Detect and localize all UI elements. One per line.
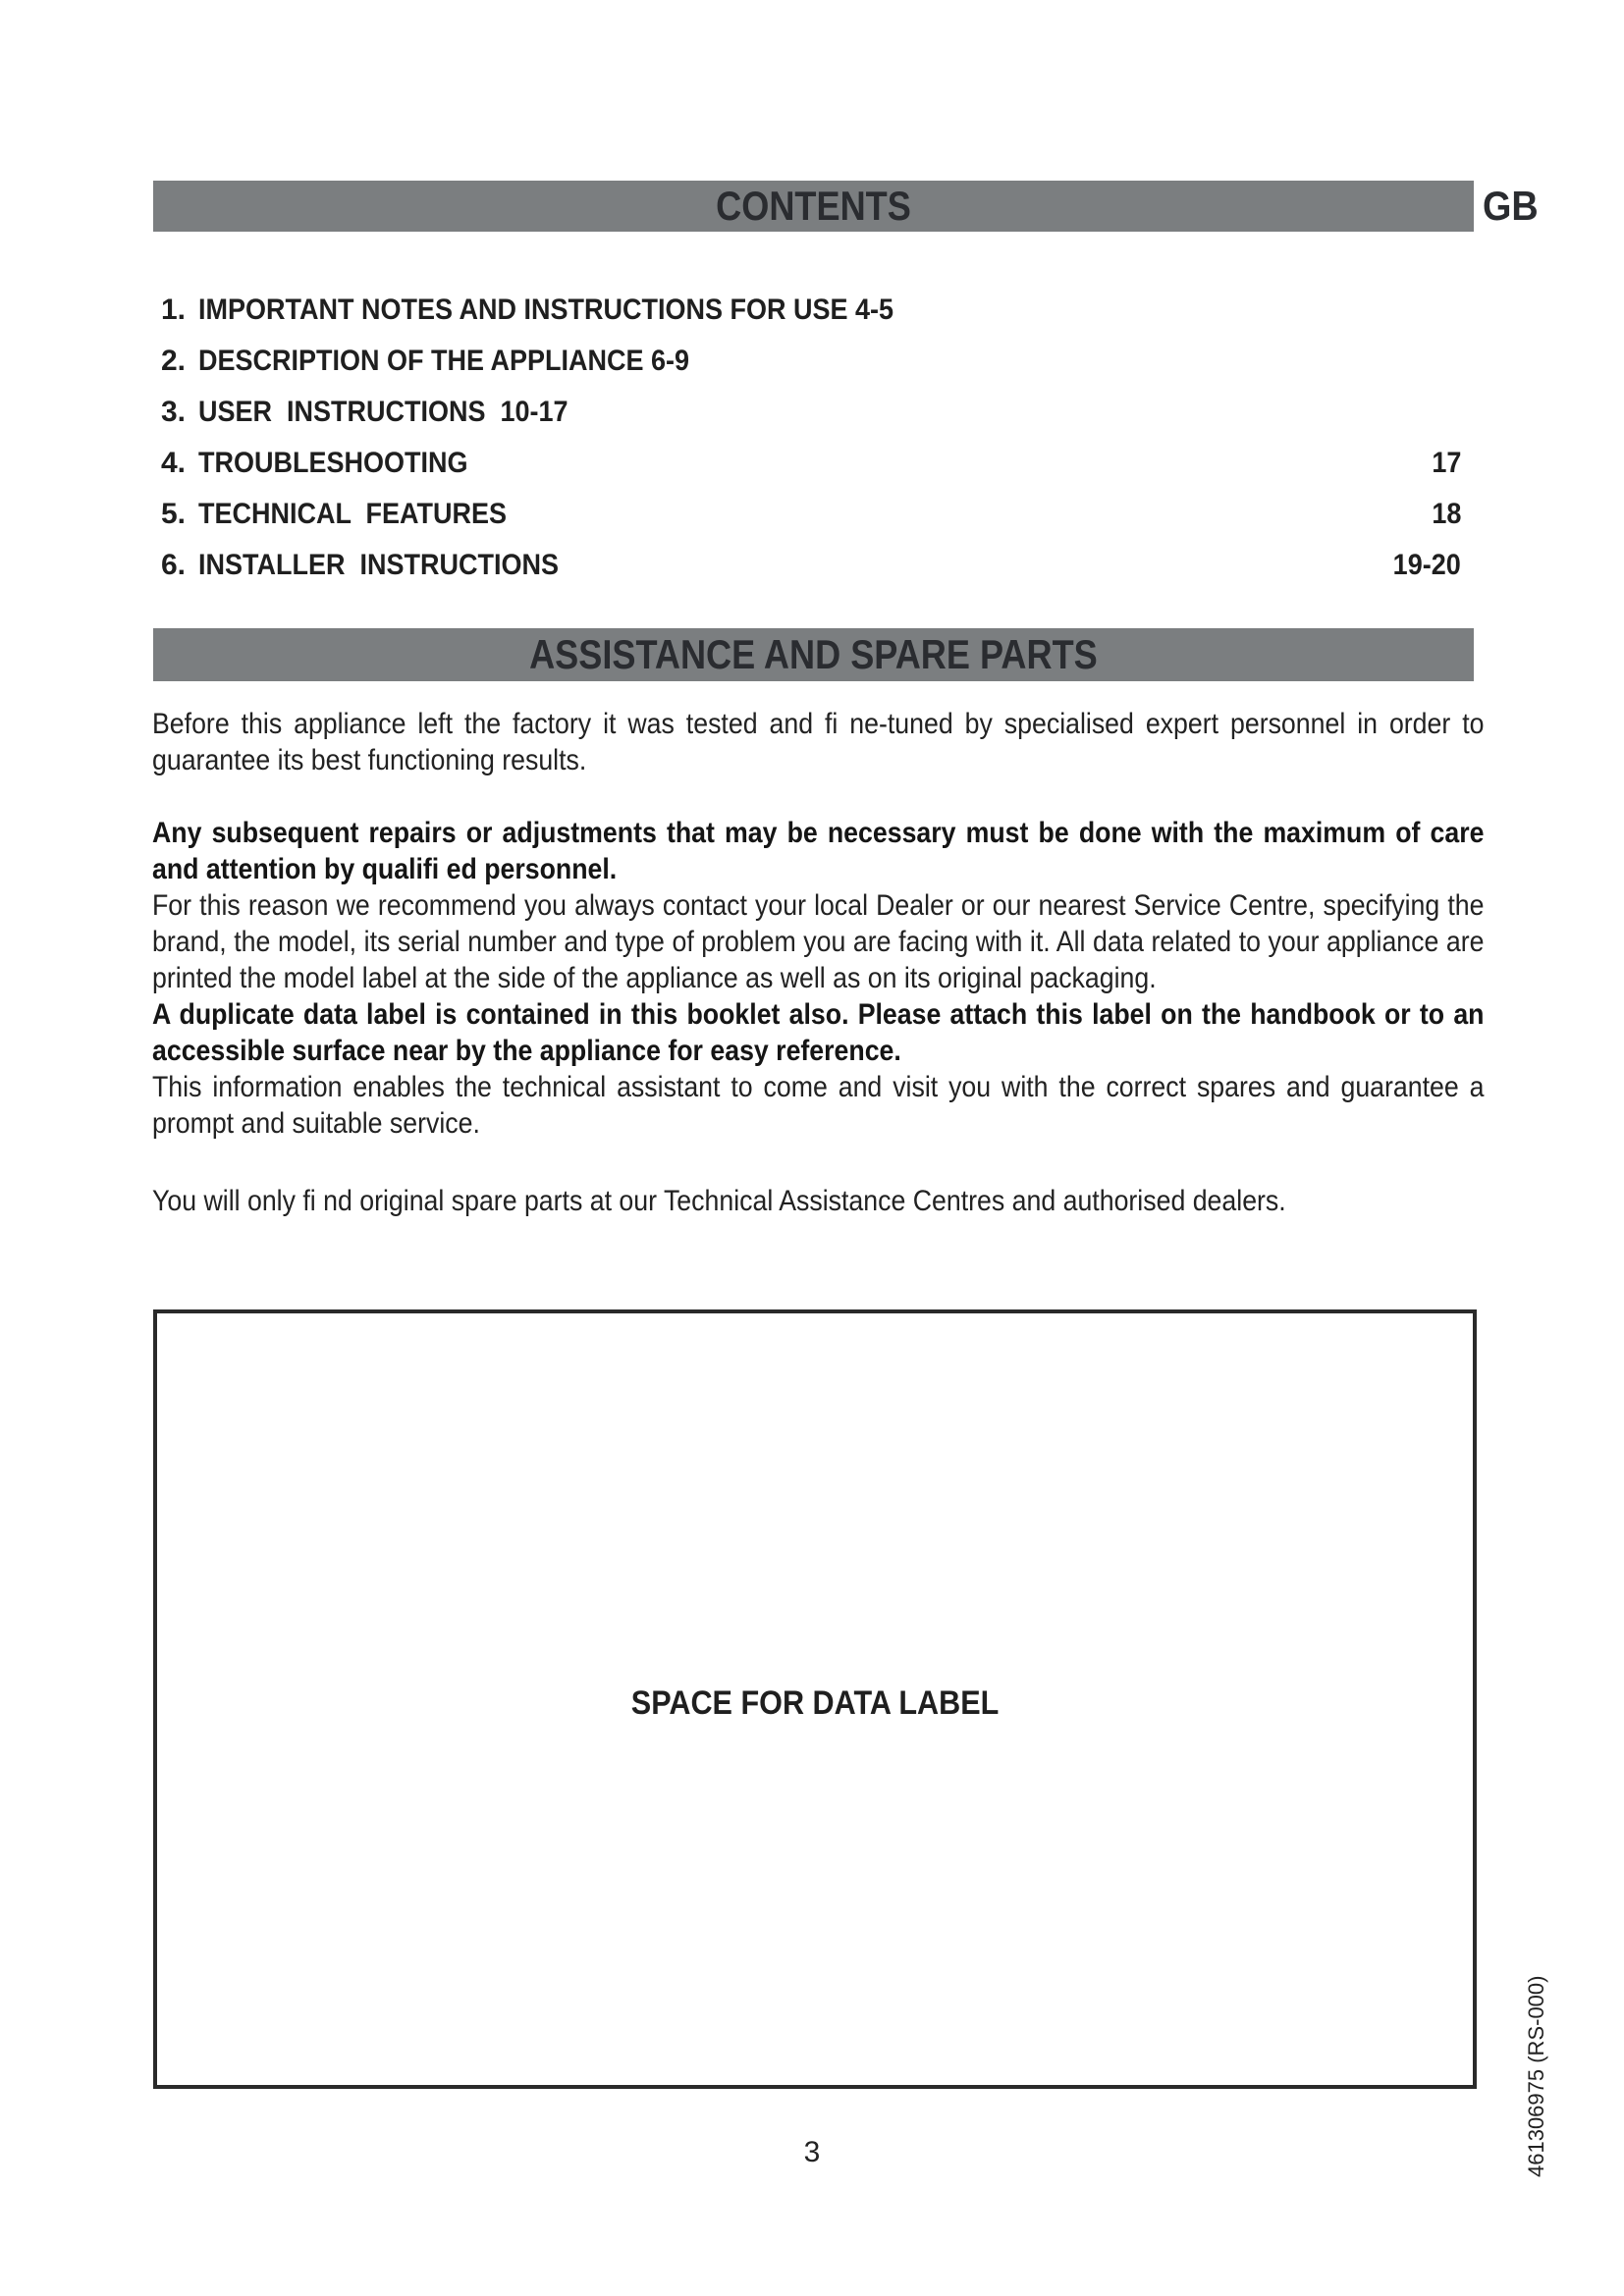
document-code: 461306975 (RS-000) <box>1524 1975 1548 2177</box>
original-parts-paragraph: You will only fi nd original spare parts at our Technical Assistance Centres and authorised dealers. <box>152 1185 1286 1217</box>
toc-item-title: DESCRIPTION OF THE APPLIANCE 6-9 <box>198 345 690 377</box>
toc-item-title: IMPORTANT NOTES AND INSTRUCTIONS FOR USE 4-5 <box>198 294 894 326</box>
duplicate-label-notice: A duplicate data label is contained in this booklet also. Please attach this label on the handbook or to an accessible surface near by the appliance for easy reference. <box>152 998 1485 1067</box>
data-label-text: SPACE FOR DATA LABEL <box>630 1684 1000 1722</box>
intro-paragraph: Before this appliance left the factory it was tested and fi ne-tuned by specialised expert personnel in order to guarantee its best functioning results. <box>152 708 1485 776</box>
repairs-notice: Any subsequent repairs or adjustments that may be necessary must be done with the maximum of care and attention by qualifi ed personnel. <box>152 817 1485 885</box>
contents-heading: CONTENTS <box>716 183 911 229</box>
toc-item-number: 3. <box>161 396 187 428</box>
recommendation-paragraph: For this reason we recommend you always contact your local Dealer or our nearest Service Centre, specifying the brand, the model, its serial number and type of problem you are facing with it. All data related to your appliance are printed the model label at the side of the appliance as well as on its original packaging. <box>152 889 1485 994</box>
original-parts-block <box>152 1183 1484 1219</box>
assistance-heading: ASSISTANCE AND SPARE PARTS <box>529 631 1098 677</box>
toc-item <box>161 489 1461 540</box>
contents-heading-banner <box>153 181 1474 232</box>
page-number: 3 <box>803 2136 821 2168</box>
intro-paragraph-block <box>152 706 1484 778</box>
data-label-space <box>153 1309 1477 2089</box>
language-code-badge: GB <box>1483 183 1539 229</box>
toc-item-page: 19-20 <box>1392 549 1461 581</box>
toc-item <box>161 540 1461 591</box>
toc-item-number: 2. <box>161 345 187 377</box>
toc-item <box>161 387 1461 438</box>
data-label-caption <box>157 1684 1473 1723</box>
toc-item-page: 17 <box>1431 447 1461 479</box>
assistance-heading-banner <box>153 628 1474 681</box>
toc-item-number: 4. <box>161 447 187 479</box>
toc-item <box>161 336 1461 387</box>
toc-item-title: INSTALLER INSTRUCTIONS <box>198 549 560 581</box>
service-paragraph-block <box>152 815 1484 1142</box>
toc-item-title: USER INSTRUCTIONS 10-17 <box>198 396 568 428</box>
toc-item-page: 18 <box>1431 498 1461 530</box>
toc-item-number: 5. <box>161 498 187 530</box>
toc-item <box>161 285 1461 336</box>
toc-item-number: 6. <box>161 549 187 581</box>
toc-item-title: TROUBLESHOOTING <box>198 447 468 479</box>
toc-item-title: TECHNICAL FEATURES <box>198 498 508 530</box>
table-of-contents <box>161 285 1461 591</box>
toc-item-number: 1. <box>161 294 187 326</box>
toc-item <box>161 438 1461 489</box>
information-paragraph: This information enables the technical assistant to come and visit you with the correct spares and guarantee a prompt and suitable service. <box>152 1071 1485 1140</box>
